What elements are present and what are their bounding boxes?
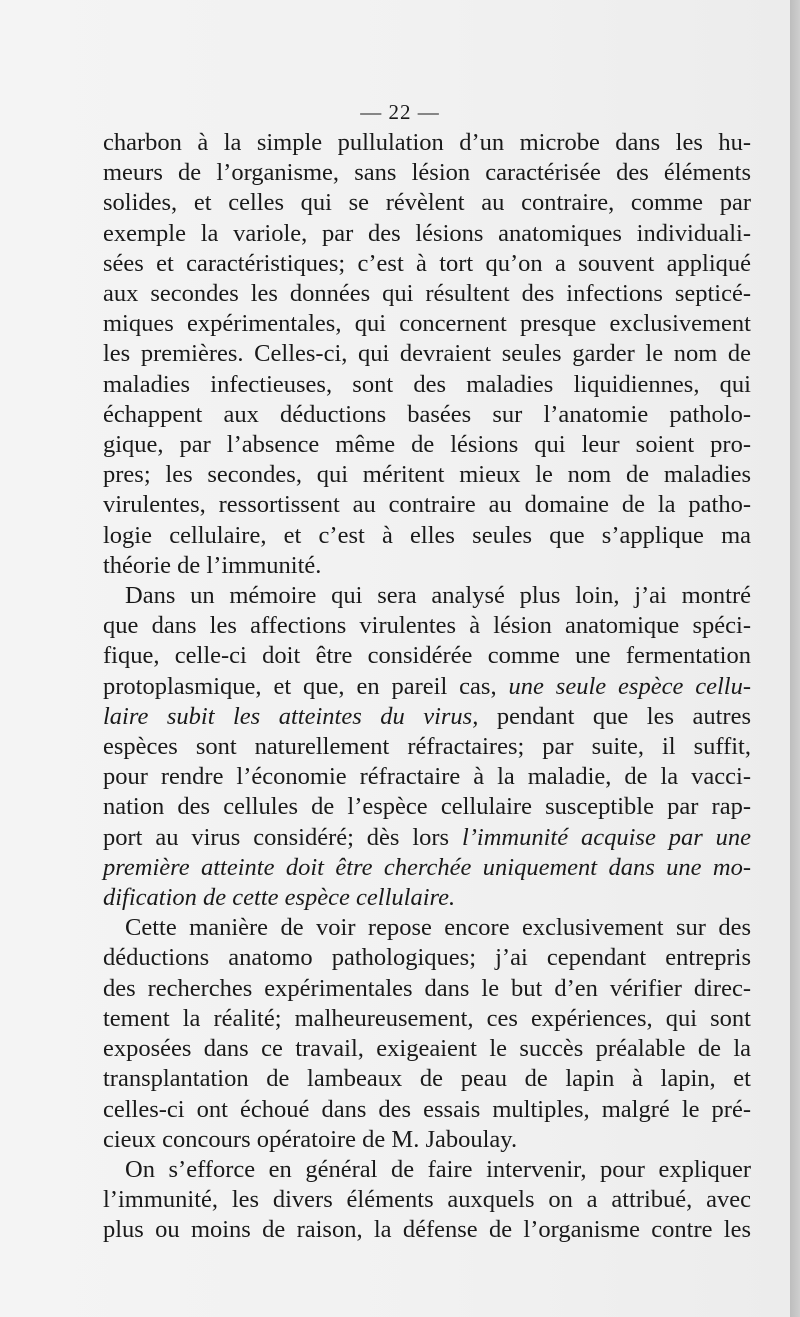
page-edge-shadow bbox=[790, 0, 800, 1317]
text-line: transplantation de lambeaux de peau de lapin à lapin, et bbox=[103, 1065, 751, 1093]
text-line: sées et caractéristiques; c’est à tort qu’on a souvent appliqué bbox=[103, 249, 751, 277]
italic-text: une seule espèce cellu- bbox=[508, 672, 751, 700]
text-line bbox=[103, 853, 751, 883]
text-line: fique, celle-ci doit être considérée comme une fermentation bbox=[103, 642, 751, 670]
text-run: pendant que les autres bbox=[478, 702, 751, 730]
italic-text: l’immunité acquise par une bbox=[461, 823, 751, 851]
paragraph-2 bbox=[103, 581, 751, 913]
text-line: On s’efforce en général de faire intervenir, pour expliquer bbox=[125, 1155, 751, 1183]
text-line: l’immunité, les divers éléments auxquels on a attribué, avec bbox=[103, 1186, 751, 1214]
text-line: miques expérimentales, qui concernent presque exclusivement bbox=[103, 310, 751, 338]
text-line: échappent aux déductions basées sur l’anatomie patholo- bbox=[103, 400, 751, 428]
text-line: meurs de l’organisme, sans lésion caractérisée des éléments bbox=[103, 159, 751, 187]
text-line: des recherches expérimentales dans le but d’en vérifier direc- bbox=[103, 974, 751, 1002]
text-line: pres; les secondes, qui méritent mieux le nom de maladies bbox=[103, 461, 751, 489]
text-line bbox=[103, 883, 751, 913]
text-line: maladies infectieuses, sont des maladies liquidiennes, qui bbox=[103, 370, 751, 398]
italic-text: dification de cette espèce cellulaire. bbox=[103, 884, 456, 912]
text-line bbox=[103, 702, 751, 732]
italic-text: laire subit les atteintes du virus, bbox=[103, 702, 479, 730]
text-line: plus ou moins de raison, la défense de l’organisme contre les bbox=[103, 1216, 751, 1244]
text-run: protoplasmique, et que, en pareil cas, bbox=[103, 672, 509, 700]
text-line: nation des cellules de l’espèce cellulaire susceptible par rap- bbox=[103, 793, 751, 821]
text-line bbox=[103, 672, 751, 702]
text-line: déductions anatomo pathologiques; j’ai cependant entrepris bbox=[103, 944, 751, 972]
text-line: Cette manière de voir repose encore exclusivement sur des bbox=[125, 914, 751, 942]
italic-text: première atteinte doit être cherchée uniquement dans une mo- bbox=[103, 853, 751, 881]
text-line: exemple la variole, par des lésions anatomiques individuali- bbox=[103, 219, 751, 247]
text-line: aux secondes les données qui résultent des infections septicé- bbox=[103, 280, 751, 308]
text-line: les premières. Celles-ci, qui devraient seules garder le nom de bbox=[103, 340, 751, 368]
text-line: espèces sont naturellement réfractaires; par suite, il suffit, bbox=[103, 733, 751, 761]
page-number: — 22 — bbox=[360, 100, 440, 124]
text-line: théorie de l’immunité. bbox=[103, 551, 322, 579]
text-line: tement la réalité; malheureusement, ces expériences, qui sont bbox=[103, 1004, 751, 1032]
paragraph-1 bbox=[103, 128, 751, 581]
text-run: port au virus considéré; dès lors bbox=[103, 823, 462, 851]
text-line: logie cellulaire, et c’est à elles seules que s’applique ma bbox=[103, 521, 751, 549]
text-line: virulentes, ressortissent au contraire au domaine de la patho- bbox=[103, 491, 751, 519]
text-line: Dans un mémoire qui sera analysé plus loin, j’ai montré bbox=[125, 582, 751, 610]
text-line: gique, par l’absence même de lésions qui leur soient pro- bbox=[103, 431, 751, 459]
text-line: celles-ci ont échoué dans des essais multiples, malgré le pré- bbox=[103, 1095, 751, 1123]
paragraph-4 bbox=[103, 1155, 751, 1246]
body-text bbox=[103, 128, 751, 1246]
text-line: solides, et celles qui se révèlent au contraire, comme par bbox=[103, 189, 751, 217]
text-line: pour rendre l’économie réfractaire à la maladie, de la vacci- bbox=[103, 763, 751, 791]
text-line: charbon à la simple pullulation d’un microbe dans les hu- bbox=[103, 129, 751, 156]
text-line: que dans les affections virulentes à lésion anatomique spéci- bbox=[103, 612, 751, 640]
paragraph-3 bbox=[103, 913, 751, 1155]
text-line: exposées dans ce travail, exigeaient le succès préalable de la bbox=[103, 1035, 751, 1063]
text-line bbox=[103, 823, 751, 853]
text-line: cieux concours opératoire de M. Jaboulay. bbox=[103, 1125, 518, 1153]
